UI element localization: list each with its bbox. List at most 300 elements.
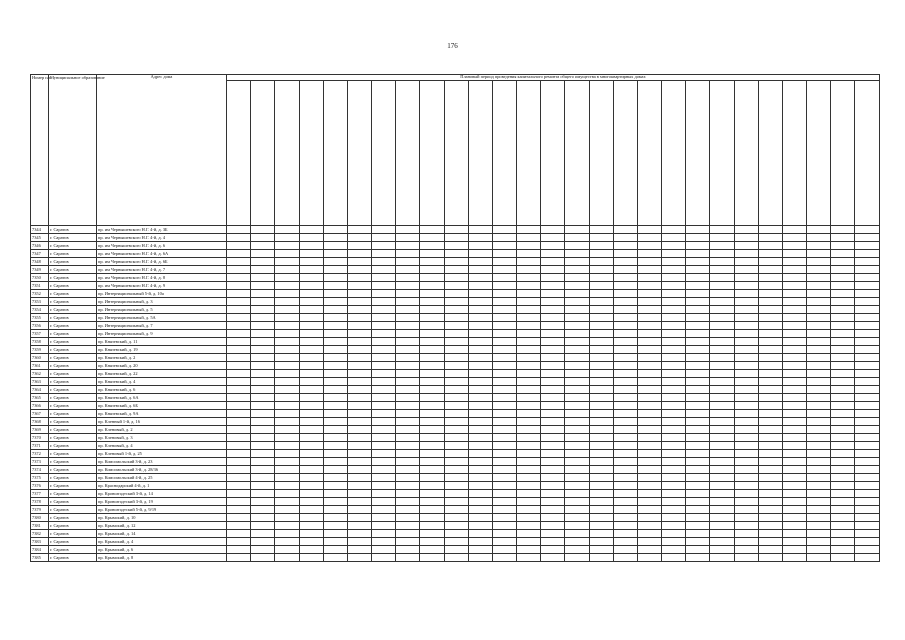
year-cell (855, 481, 880, 489)
table-row (31, 441, 880, 449)
year-cell (782, 489, 806, 497)
year-cell (589, 529, 613, 537)
year-cell (686, 369, 710, 377)
year-cell (323, 409, 347, 417)
year-cell (710, 441, 734, 449)
year-cell (468, 545, 492, 553)
year-cell (855, 273, 880, 281)
year-cell (275, 473, 299, 481)
row-number: 7373 (31, 457, 49, 465)
year-cell (758, 321, 782, 329)
year-cell (275, 425, 299, 433)
year-cell (347, 505, 371, 513)
year-cell (613, 281, 637, 289)
year-cell (347, 281, 371, 289)
year-cell (323, 361, 347, 369)
year-cell (734, 505, 758, 513)
year-cell (468, 329, 492, 337)
year-cell (637, 313, 661, 321)
year-cell (347, 257, 371, 265)
year-cell (251, 281, 275, 289)
year-cell (565, 473, 589, 481)
year-cell (420, 497, 444, 505)
year-cell (782, 417, 806, 425)
year-cell (492, 505, 516, 513)
year-cell (686, 433, 710, 441)
year-cell (831, 417, 855, 425)
year-cell (323, 441, 347, 449)
year-cell (686, 377, 710, 385)
year-cell (613, 409, 637, 417)
year-cell (541, 481, 565, 489)
year-cell (686, 441, 710, 449)
year-cell (686, 505, 710, 513)
year-cell (807, 265, 831, 273)
year-cell (468, 457, 492, 465)
year-cell (251, 321, 275, 329)
year-cell (227, 249, 251, 257)
row-address: пр. Крымский, д. 8 (97, 553, 227, 561)
year-cell (662, 265, 686, 273)
year-cell (831, 329, 855, 337)
year-cell (831, 553, 855, 561)
year-cell (468, 465, 492, 473)
column-header (589, 80, 613, 225)
year-cell (541, 345, 565, 353)
year-cell (517, 385, 541, 393)
year-cell (323, 385, 347, 393)
year-cell (613, 361, 637, 369)
year-cell (589, 273, 613, 281)
year-cell (782, 225, 806, 233)
year-cell (589, 417, 613, 425)
year-cell (710, 369, 734, 377)
year-cell (492, 249, 516, 257)
year-cell (396, 441, 420, 449)
year-cell (444, 457, 468, 465)
table-row (31, 385, 880, 393)
year-cell (782, 249, 806, 257)
year-cell (227, 273, 251, 281)
year-cell (372, 433, 396, 441)
year-cell (420, 449, 444, 457)
year-cell (565, 529, 589, 537)
year-cell (492, 377, 516, 385)
year-cell (517, 337, 541, 345)
row-number: 7354 (31, 305, 49, 313)
year-cell (637, 249, 661, 257)
year-cell (855, 377, 880, 385)
year-cell (541, 241, 565, 249)
year-cell (758, 337, 782, 345)
row-number: 7368 (31, 417, 49, 425)
year-cell (227, 289, 251, 297)
year-cell (686, 313, 710, 321)
year-cell (637, 233, 661, 241)
year-cell (758, 369, 782, 377)
year-cell (807, 361, 831, 369)
year-cell (613, 465, 637, 473)
year-cell (710, 425, 734, 433)
year-cell (396, 385, 420, 393)
row-number: 7359 (31, 345, 49, 353)
year-cell (227, 481, 251, 489)
year-cell (758, 473, 782, 481)
year-cell (396, 409, 420, 417)
year-cell (227, 257, 251, 265)
year-cell (613, 393, 637, 401)
year-cell (275, 329, 299, 337)
row-address: пр. Князевский, д. 20 (97, 361, 227, 369)
year-cell (275, 393, 299, 401)
year-cell (275, 233, 299, 241)
year-cell (662, 433, 686, 441)
year-cell (420, 545, 444, 553)
year-cell (420, 409, 444, 417)
row-number: 7345 (31, 233, 49, 241)
year-cell (347, 489, 371, 497)
year-cell (831, 265, 855, 273)
year-cell (782, 329, 806, 337)
year-cell (686, 345, 710, 353)
year-cell (613, 353, 637, 361)
year-cell (372, 489, 396, 497)
year-cell (734, 305, 758, 313)
year-cell (275, 273, 299, 281)
year-cell (758, 281, 782, 289)
year-cell (372, 345, 396, 353)
year-cell (831, 521, 855, 529)
year-cell (613, 441, 637, 449)
year-cell (372, 249, 396, 257)
year-cell (662, 481, 686, 489)
year-cell (710, 393, 734, 401)
year-cell (420, 417, 444, 425)
year-cell (686, 329, 710, 337)
year-cell (251, 481, 275, 489)
year-cell (855, 433, 880, 441)
year-cell (807, 441, 831, 449)
table-row (31, 225, 880, 233)
year-cell (710, 553, 734, 561)
row-address: пр. им Чернышевского Н.Г. 4-й, д. 6 (97, 241, 227, 249)
year-cell (420, 465, 444, 473)
year-cell (613, 265, 637, 273)
year-cell (734, 273, 758, 281)
year-cell (637, 297, 661, 305)
year-cell (444, 297, 468, 305)
row-address: пр. Интернациональный, д. 3 (97, 297, 227, 305)
year-cell (831, 225, 855, 233)
year-cell (517, 513, 541, 521)
year-cell (807, 409, 831, 417)
column-header (613, 80, 637, 225)
year-cell (662, 417, 686, 425)
year-cell (347, 313, 371, 321)
year-cell (637, 465, 661, 473)
year-cell (589, 505, 613, 513)
year-cell (662, 513, 686, 521)
year-cell (251, 489, 275, 497)
year-cell (372, 537, 396, 545)
row-address: пр. Князевский, д. 4 (97, 377, 227, 385)
year-cell (420, 441, 444, 449)
year-cell (372, 457, 396, 465)
year-cell (323, 449, 347, 457)
year-cell (541, 393, 565, 401)
year-cell (831, 313, 855, 321)
year-cell (517, 481, 541, 489)
year-cell (734, 449, 758, 457)
year-cell (807, 329, 831, 337)
year-cell (275, 481, 299, 489)
row-number: 7369 (31, 425, 49, 433)
year-cell (468, 337, 492, 345)
year-cell (347, 529, 371, 537)
year-cell (710, 273, 734, 281)
year-cell (613, 345, 637, 353)
year-cell (251, 297, 275, 305)
year-cell (565, 489, 589, 497)
year-cell (227, 313, 251, 321)
year-cell (492, 241, 516, 249)
year-cell (758, 425, 782, 433)
year-cell (855, 345, 880, 353)
year-cell (831, 409, 855, 417)
year-cell (686, 553, 710, 561)
year-cell (444, 449, 468, 457)
year-cell (420, 377, 444, 385)
year-cell (662, 249, 686, 257)
year-cell (275, 241, 299, 249)
year-cell (372, 265, 396, 273)
year-cell (541, 353, 565, 361)
row-address: пр. Кленовый, д. 3 (97, 433, 227, 441)
year-cell (662, 329, 686, 337)
year-cell (347, 369, 371, 377)
year-cell (686, 225, 710, 233)
year-cell (782, 353, 806, 361)
year-cell (468, 425, 492, 433)
year-cell (347, 249, 371, 257)
year-cell (323, 321, 347, 329)
year-cell (251, 393, 275, 401)
year-cell (517, 417, 541, 425)
column-header (251, 80, 275, 225)
year-cell (758, 297, 782, 305)
year-cell (710, 401, 734, 409)
year-cell (734, 513, 758, 521)
row-address: пр. Краснодарский 4-й, д. 1 (97, 481, 227, 489)
year-cell (420, 553, 444, 561)
year-cell (734, 257, 758, 265)
year-cell (299, 505, 323, 513)
table-row (31, 489, 880, 497)
year-cell (444, 425, 468, 433)
year-cell (782, 345, 806, 353)
year-cell (565, 441, 589, 449)
year-cell (492, 225, 516, 233)
year-cell (275, 265, 299, 273)
year-cell (517, 289, 541, 297)
row-address: пр. Кронштадтский 3-й, д. 14 (97, 489, 227, 497)
year-cell (517, 465, 541, 473)
table-row (31, 521, 880, 529)
year-cell (613, 497, 637, 505)
year-cell (347, 473, 371, 481)
year-cell (589, 489, 613, 497)
year-cell (275, 457, 299, 465)
year-cell (637, 545, 661, 553)
year-cell (444, 289, 468, 297)
year-cell (613, 233, 637, 241)
year-cell (468, 497, 492, 505)
year-cell (589, 481, 613, 489)
year-cell (227, 385, 251, 393)
year-cell (758, 241, 782, 249)
row-number: 7355 (31, 313, 49, 321)
row-municipality: г. Саратов (49, 409, 97, 417)
year-cell (686, 449, 710, 457)
year-cell (565, 305, 589, 313)
row-number: 7379 (31, 505, 49, 513)
year-cell (807, 257, 831, 265)
row-address: пр. Интернациональный 5-й, д. 10а (97, 289, 227, 297)
table-row (31, 497, 880, 505)
year-cell (613, 433, 637, 441)
year-cell (251, 353, 275, 361)
row-number: 7367 (31, 409, 49, 417)
year-cell (662, 537, 686, 545)
year-cell (758, 257, 782, 265)
year-cell (275, 345, 299, 353)
year-cell (227, 369, 251, 377)
year-cell (323, 489, 347, 497)
year-cell (807, 553, 831, 561)
year-cell (468, 289, 492, 297)
table-row (31, 369, 880, 377)
year-cell (396, 297, 420, 305)
row-number: 7363 (31, 377, 49, 385)
year-cell (299, 441, 323, 449)
year-cell (782, 361, 806, 369)
year-cell (444, 369, 468, 377)
year-cell (275, 513, 299, 521)
year-cell (468, 449, 492, 457)
year-cell (468, 249, 492, 257)
year-cell (758, 529, 782, 537)
year-cell (517, 401, 541, 409)
year-cell (396, 529, 420, 537)
year-cell (855, 425, 880, 433)
year-cell (758, 225, 782, 233)
year-cell (299, 337, 323, 345)
year-cell (855, 497, 880, 505)
year-cell (782, 529, 806, 537)
year-cell (807, 465, 831, 473)
year-cell (613, 385, 637, 393)
year-cell (396, 241, 420, 249)
year-cell (468, 345, 492, 353)
year-cell (637, 425, 661, 433)
year-cell (782, 385, 806, 393)
year-cell (758, 289, 782, 297)
year-cell (227, 345, 251, 353)
column-header (275, 80, 299, 225)
year-cell (758, 417, 782, 425)
year-cell (347, 441, 371, 449)
year-cell (323, 329, 347, 337)
year-cell (492, 545, 516, 553)
year-cell (855, 385, 880, 393)
row-address: пр. Интернациональный, д. 5 (97, 305, 227, 313)
year-cell (589, 545, 613, 553)
year-cell (613, 545, 637, 553)
year-cell (468, 281, 492, 289)
year-cell (855, 289, 880, 297)
column-header (468, 80, 492, 225)
year-cell (686, 289, 710, 297)
year-cell (468, 225, 492, 233)
year-cell (517, 321, 541, 329)
year-cell (275, 225, 299, 233)
year-cell (347, 401, 371, 409)
header-number: Номер п/п (31, 75, 49, 226)
year-cell (589, 393, 613, 401)
year-cell (734, 481, 758, 489)
table-row (31, 513, 880, 521)
column-header (710, 80, 734, 225)
year-cell (227, 425, 251, 433)
year-cell (420, 233, 444, 241)
year-cell (372, 385, 396, 393)
year-cell (372, 241, 396, 249)
year-cell (347, 553, 371, 561)
year-cell (541, 225, 565, 233)
year-cell (758, 409, 782, 417)
year-cell (275, 281, 299, 289)
year-cell (589, 465, 613, 473)
year-cell (637, 265, 661, 273)
year-cell (492, 321, 516, 329)
year-cell (396, 457, 420, 465)
year-cell (541, 281, 565, 289)
year-cell (372, 289, 396, 297)
year-cell (396, 489, 420, 497)
year-cell (396, 425, 420, 433)
year-cell (372, 297, 396, 305)
row-municipality: г. Саратов (49, 225, 97, 233)
year-cell (492, 433, 516, 441)
year-cell (831, 425, 855, 433)
year-cell (758, 265, 782, 273)
year-cell (492, 417, 516, 425)
year-cell (613, 289, 637, 297)
year-cell (299, 321, 323, 329)
year-cell (444, 465, 468, 473)
year-cell (347, 449, 371, 457)
year-cell (662, 457, 686, 465)
year-cell (275, 529, 299, 537)
year-cell (299, 225, 323, 233)
year-cell (517, 329, 541, 337)
year-cell (251, 257, 275, 265)
year-cell (323, 537, 347, 545)
year-cell (541, 425, 565, 433)
year-cell (468, 553, 492, 561)
year-cell (734, 497, 758, 505)
table-row (31, 273, 880, 281)
